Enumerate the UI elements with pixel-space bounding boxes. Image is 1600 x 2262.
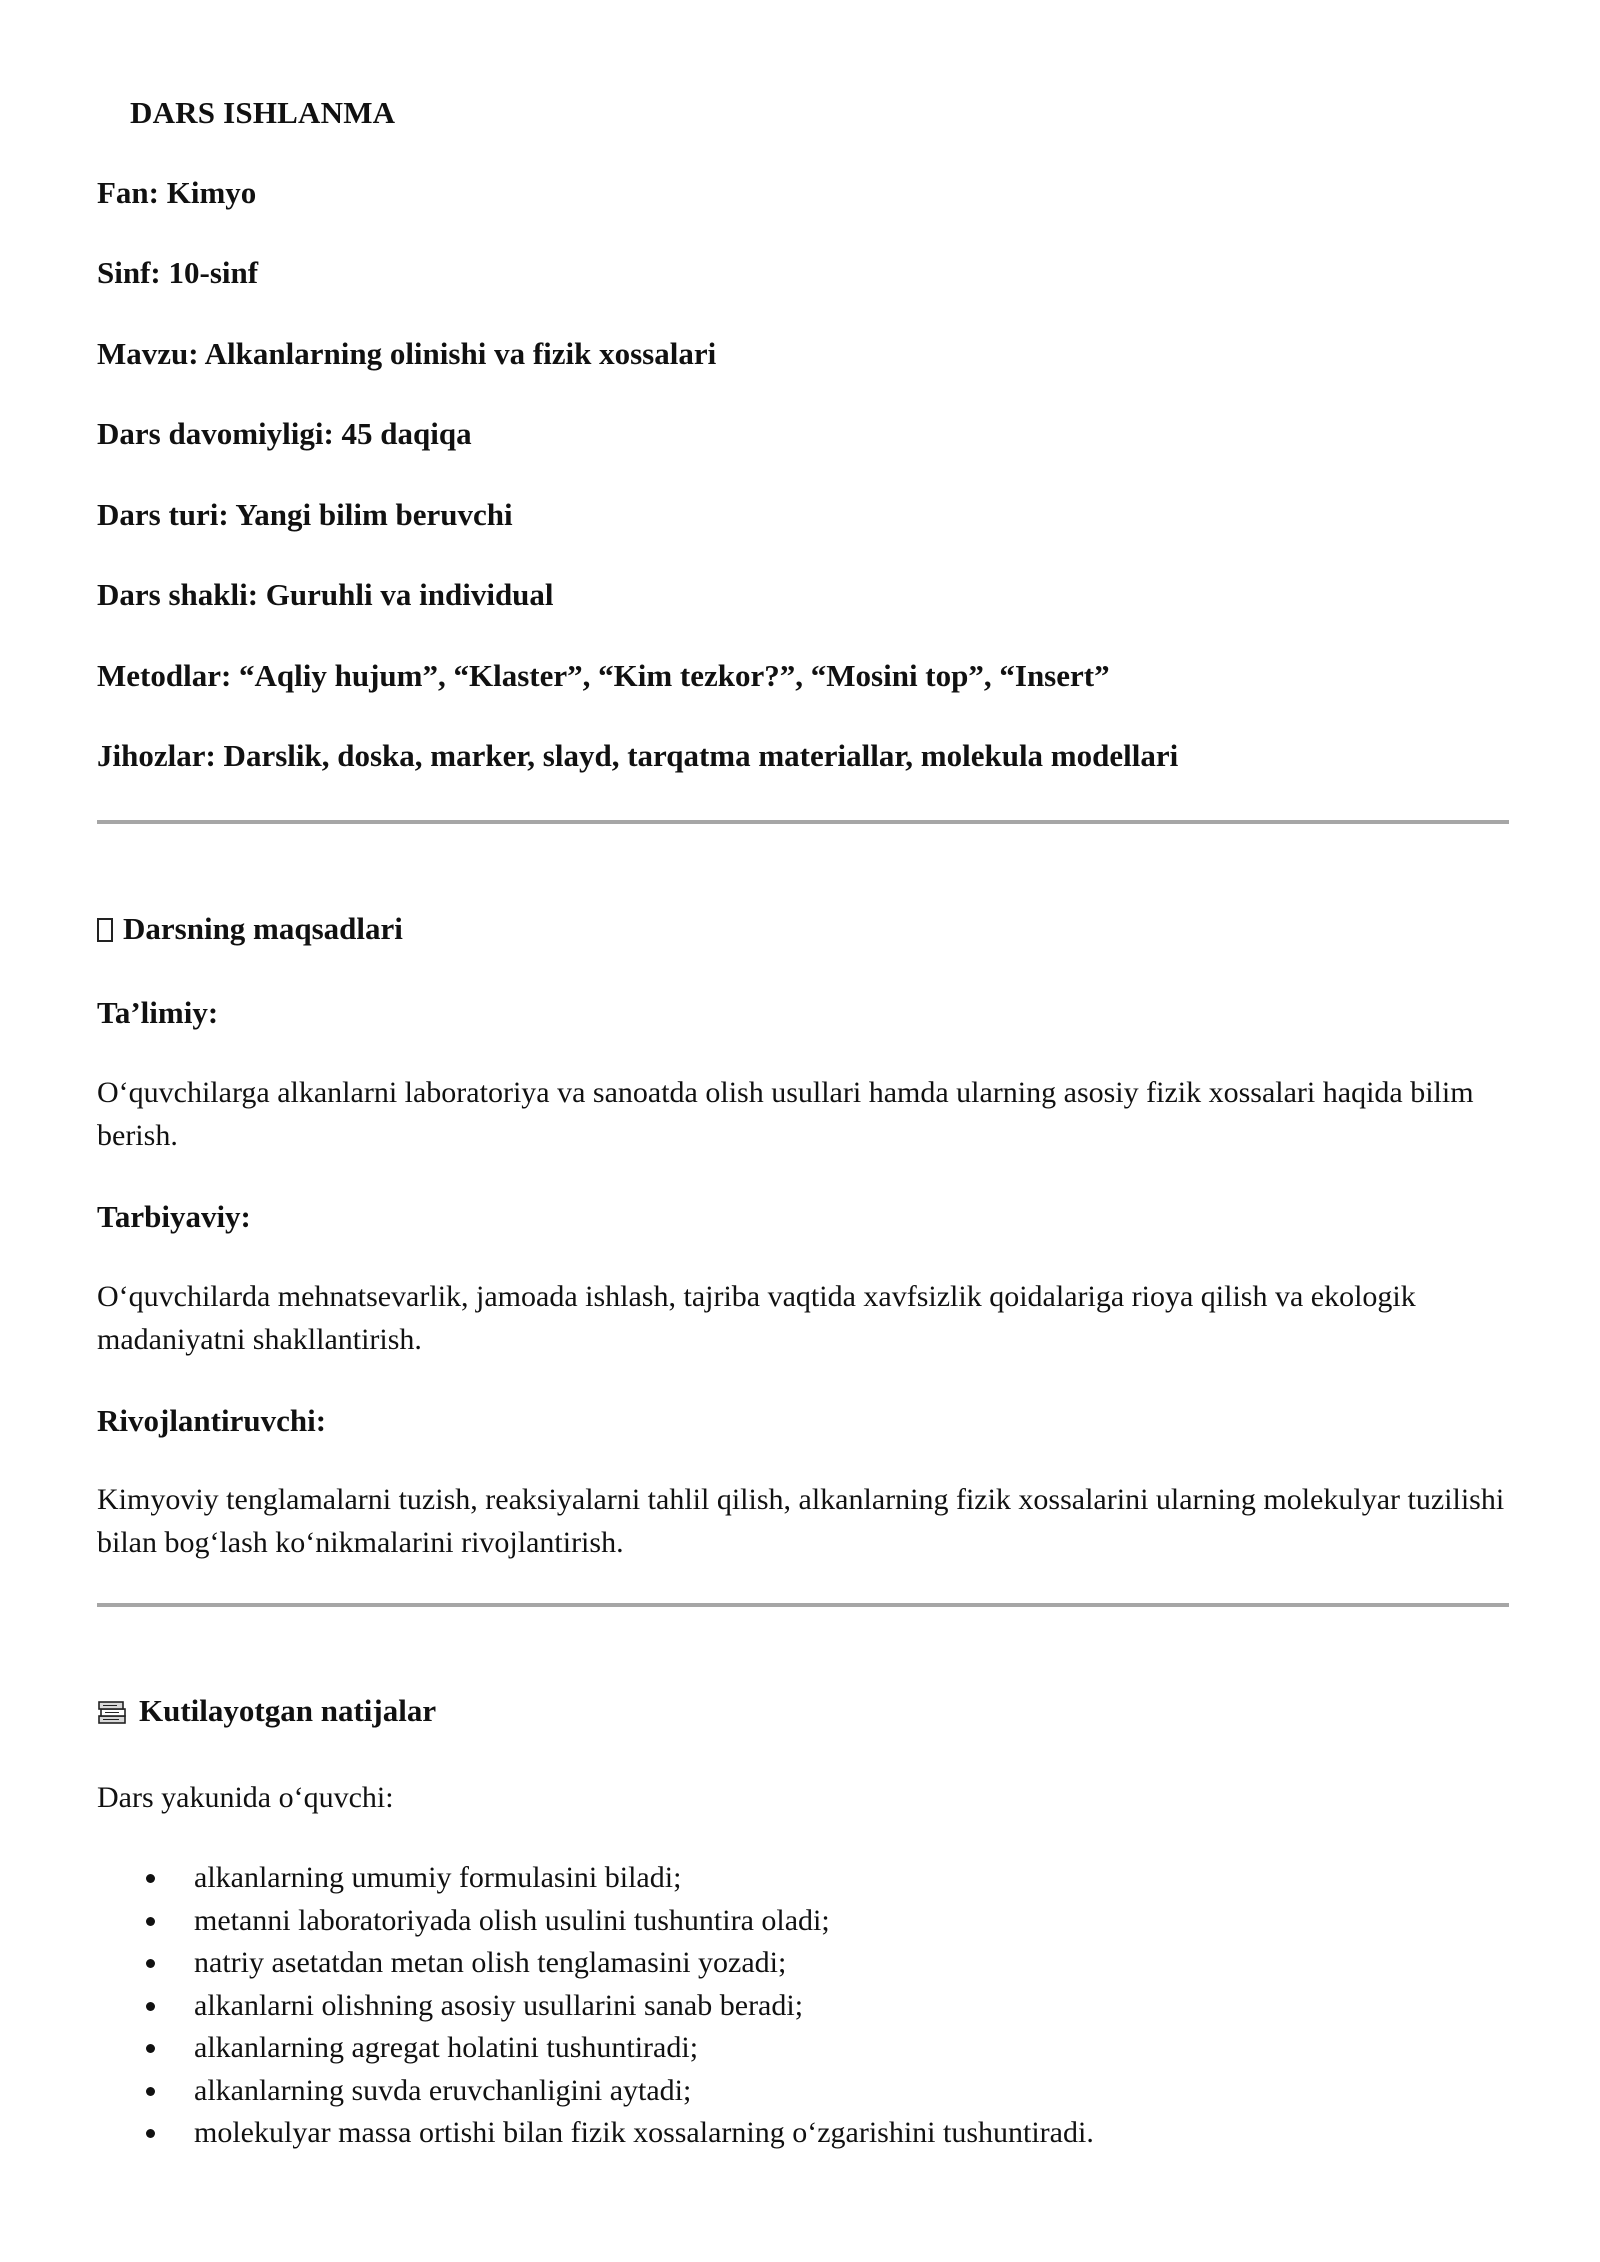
list-item: alkanlarni olishning asosiy usullarini sanab beradi; — [97, 1985, 1094, 2028]
topic-line: Mavzu: Alkanlarning olinishi va fizik xossalari — [97, 336, 717, 371]
results-heading — [97, 1693, 436, 1729]
equipment-line: Jihozlar: Darslik, doska, marker, slayd, tarqatma materiallar, molekula modellari — [97, 738, 1179, 773]
goals-heading-text: Darsning maqsadlari — [123, 911, 403, 946]
list-item: molekulyar massa ortishi bilan fizik xossalarning o‘zgarishini tushuntiradi. — [97, 2112, 1094, 2155]
developmental-goal-label: Rivojlantiruvchi: — [97, 1403, 327, 1438]
lesson-type-line: Dars turi: Yangi bilim beruvchi — [97, 497, 513, 532]
grade-line: Sinf: 10-sinf — [97, 255, 259, 290]
list-item: metanni laboratoriyada olish usulini tushuntira oladi; — [97, 1900, 1094, 1943]
list-item: natriy asetatdan metan olish tenglamasini yozadi; — [97, 1942, 1094, 1985]
educational-goal-text: O‘quvchilarga alkanlarni laboratoriya va sanoatda olish usullari hamda ularning asosiy fizik xossalari haqida bilim berish. — [97, 1076, 1474, 1152]
section-divider — [97, 820, 1509, 824]
list-item: alkanlarning agregat holatini tushuntiradi; — [97, 2027, 1094, 2070]
methods-line: Metodlar: “Aqliy hujum”, “Klaster”, “Kim tezkor?”, “Mosini top”, “Insert” — [97, 658, 1110, 693]
list-item: alkanlarning suvda eruvchanligini aytadi; — [97, 2070, 1094, 2113]
upbringing-goal-label: Tarbiyaviy: — [97, 1199, 251, 1234]
missing-glyph-box-icon — [97, 918, 113, 942]
duration-line: Dars davomiyligi: 45 daqiqa — [97, 416, 472, 451]
results-intro: Dars yakunida o‘quvchi: — [97, 1781, 394, 1814]
upbringing-goal-text: O‘quvchilarda mehnatsevarlik, jamoada ishlash, tajriba vaqtida xavfsizlik qoidalariga rioya qilish va ekologik madaniyatni shakllantirish. — [97, 1280, 1416, 1356]
section-divider — [97, 1603, 1509, 1607]
results-list — [97, 1857, 1094, 2155]
results-heading-text: Kutilayotgan natijalar — [139, 1693, 437, 1728]
document-title: DARS ISHLANMA — [130, 95, 396, 130]
books-icon — [97, 1699, 127, 1725]
educational-goal-label: Ta’limiy: — [97, 995, 219, 1030]
goals-heading — [97, 911, 403, 947]
developmental-goal-text: Kimyoviy tenglamalarni tuzish, reaksiyalarni tahlil qilish, alkanlarning fizik xossalarini ularning molekulyar tuzilishi bilan bog‘lash ko‘nikmalarini rivojlantirish. — [97, 1483, 1505, 1559]
subject-line: Fan: Kimyo — [97, 175, 257, 210]
list-item: alkanlarning umumiy formulasini biladi; — [97, 1857, 1094, 1900]
lesson-form-line: Dars shakli: Guruhli va individual — [97, 577, 554, 612]
